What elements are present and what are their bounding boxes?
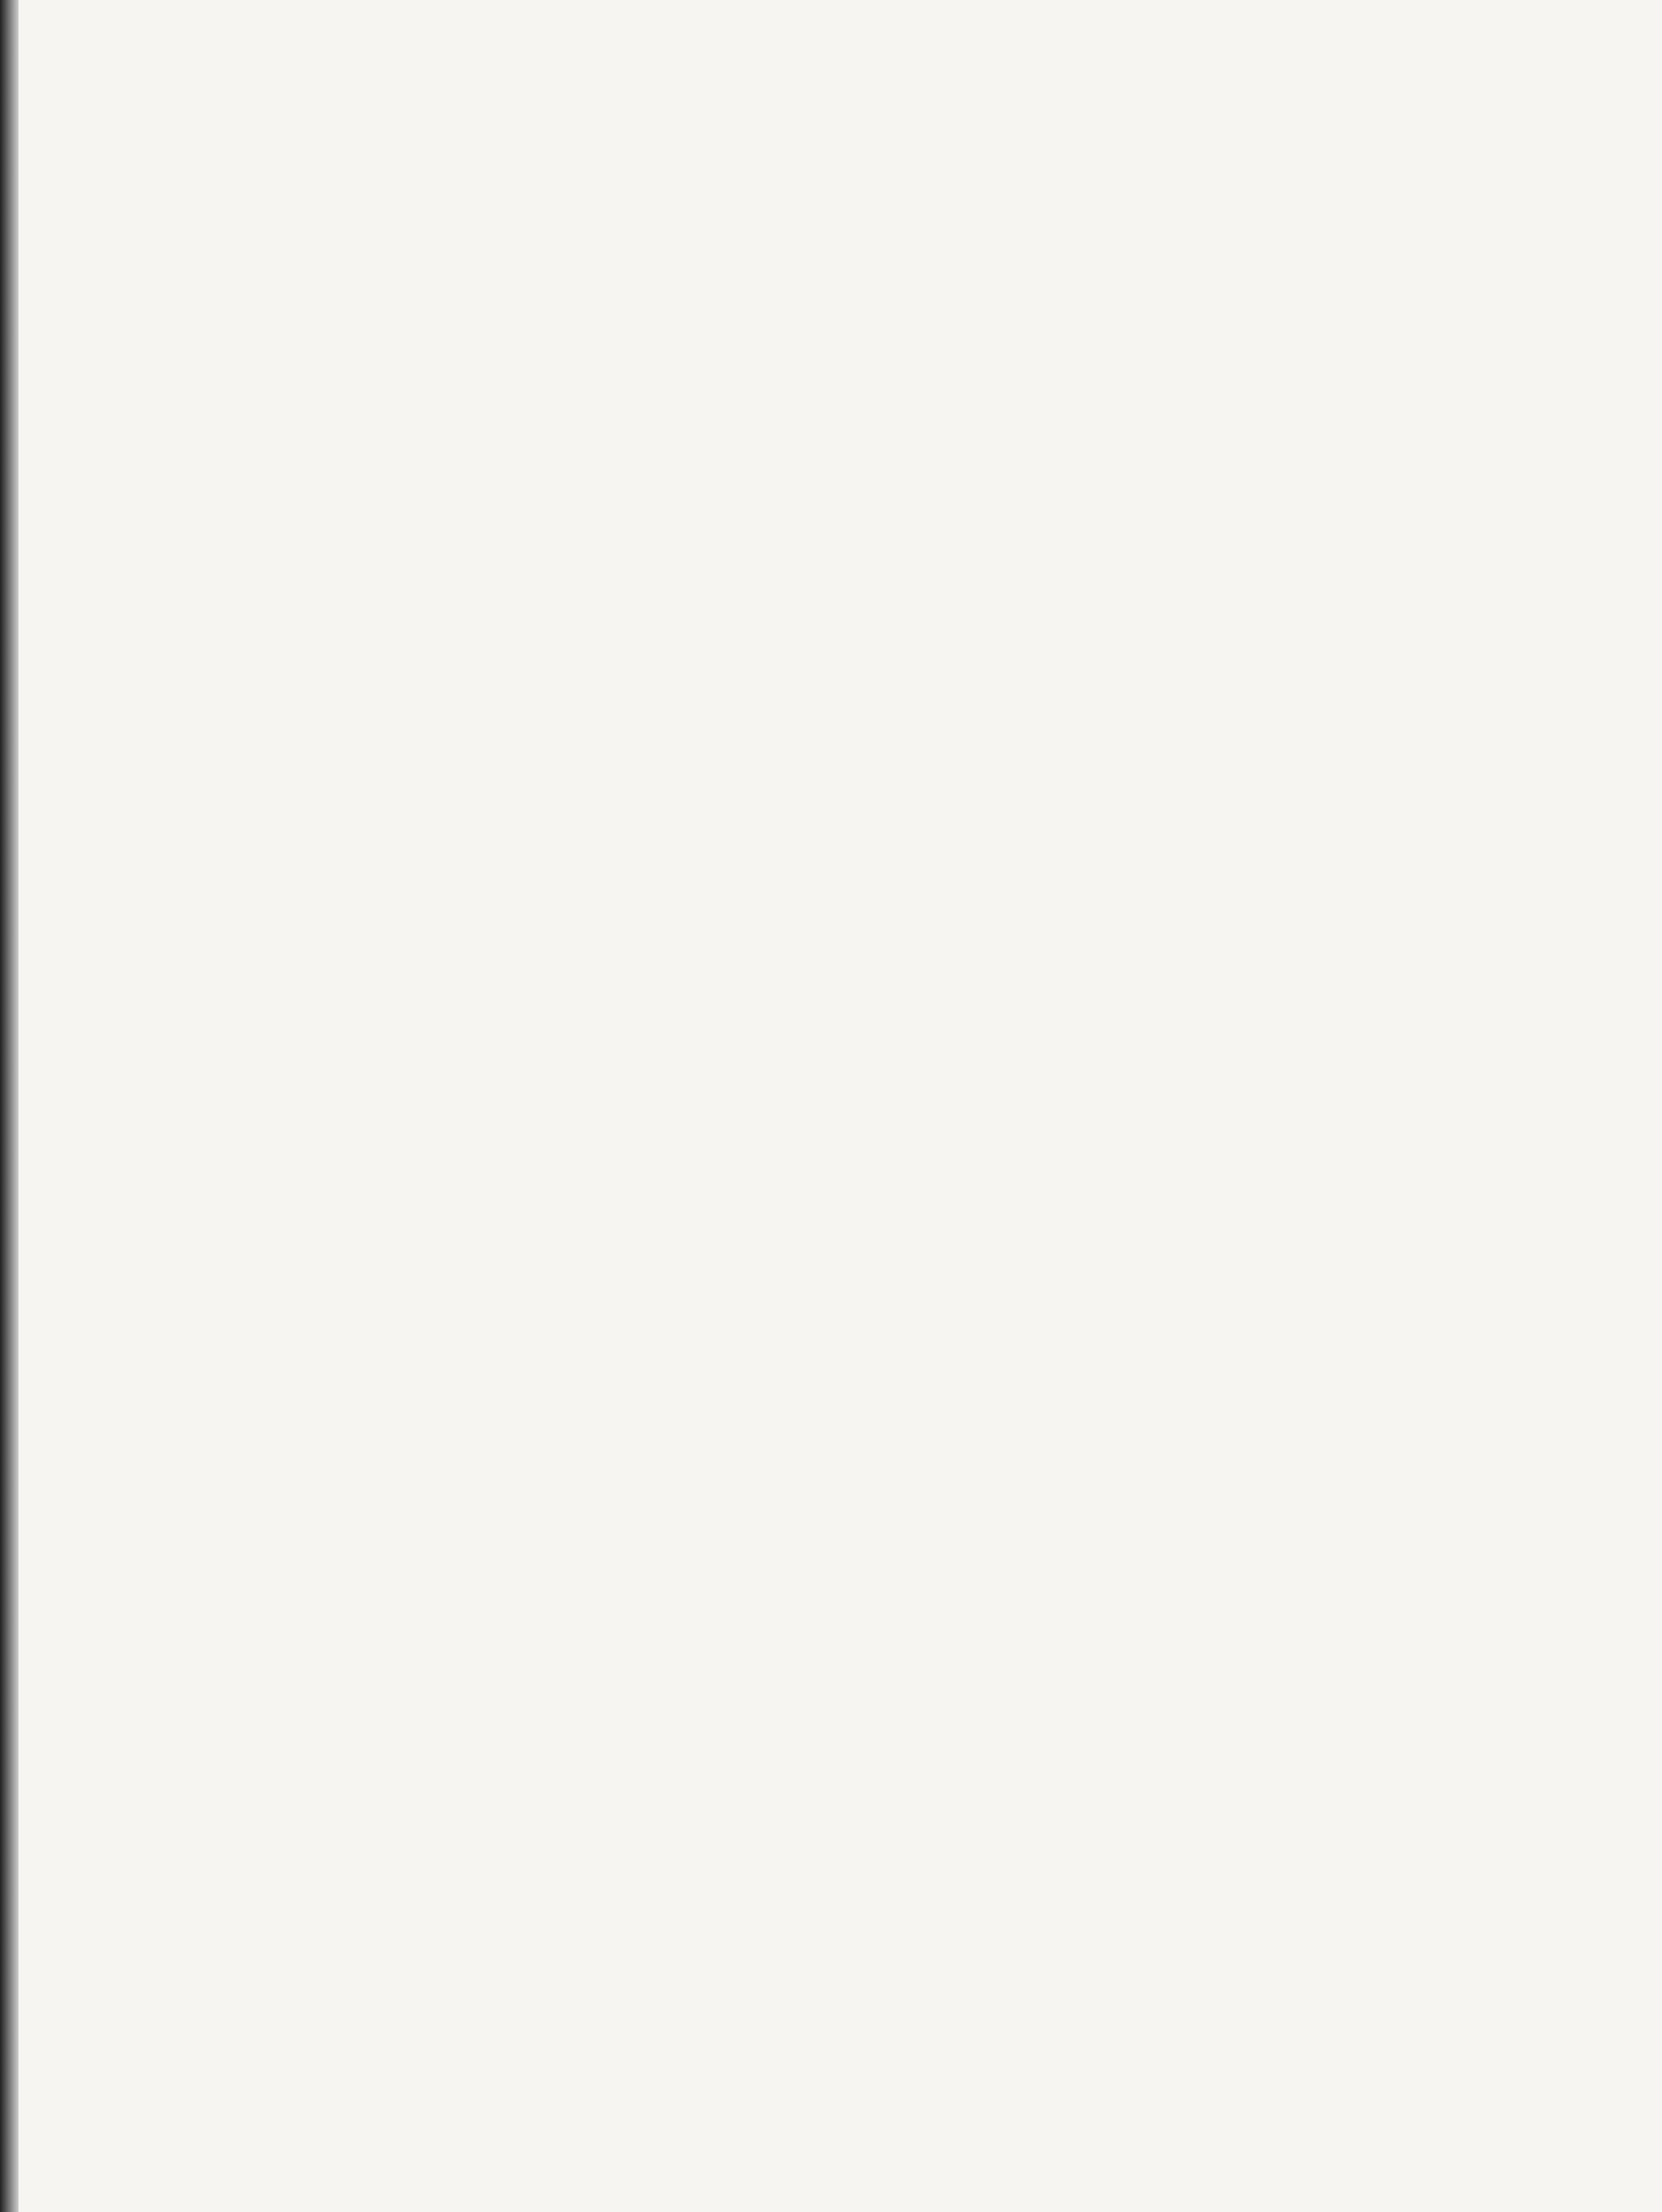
page-edge-shadow [0, 0, 19, 2212]
